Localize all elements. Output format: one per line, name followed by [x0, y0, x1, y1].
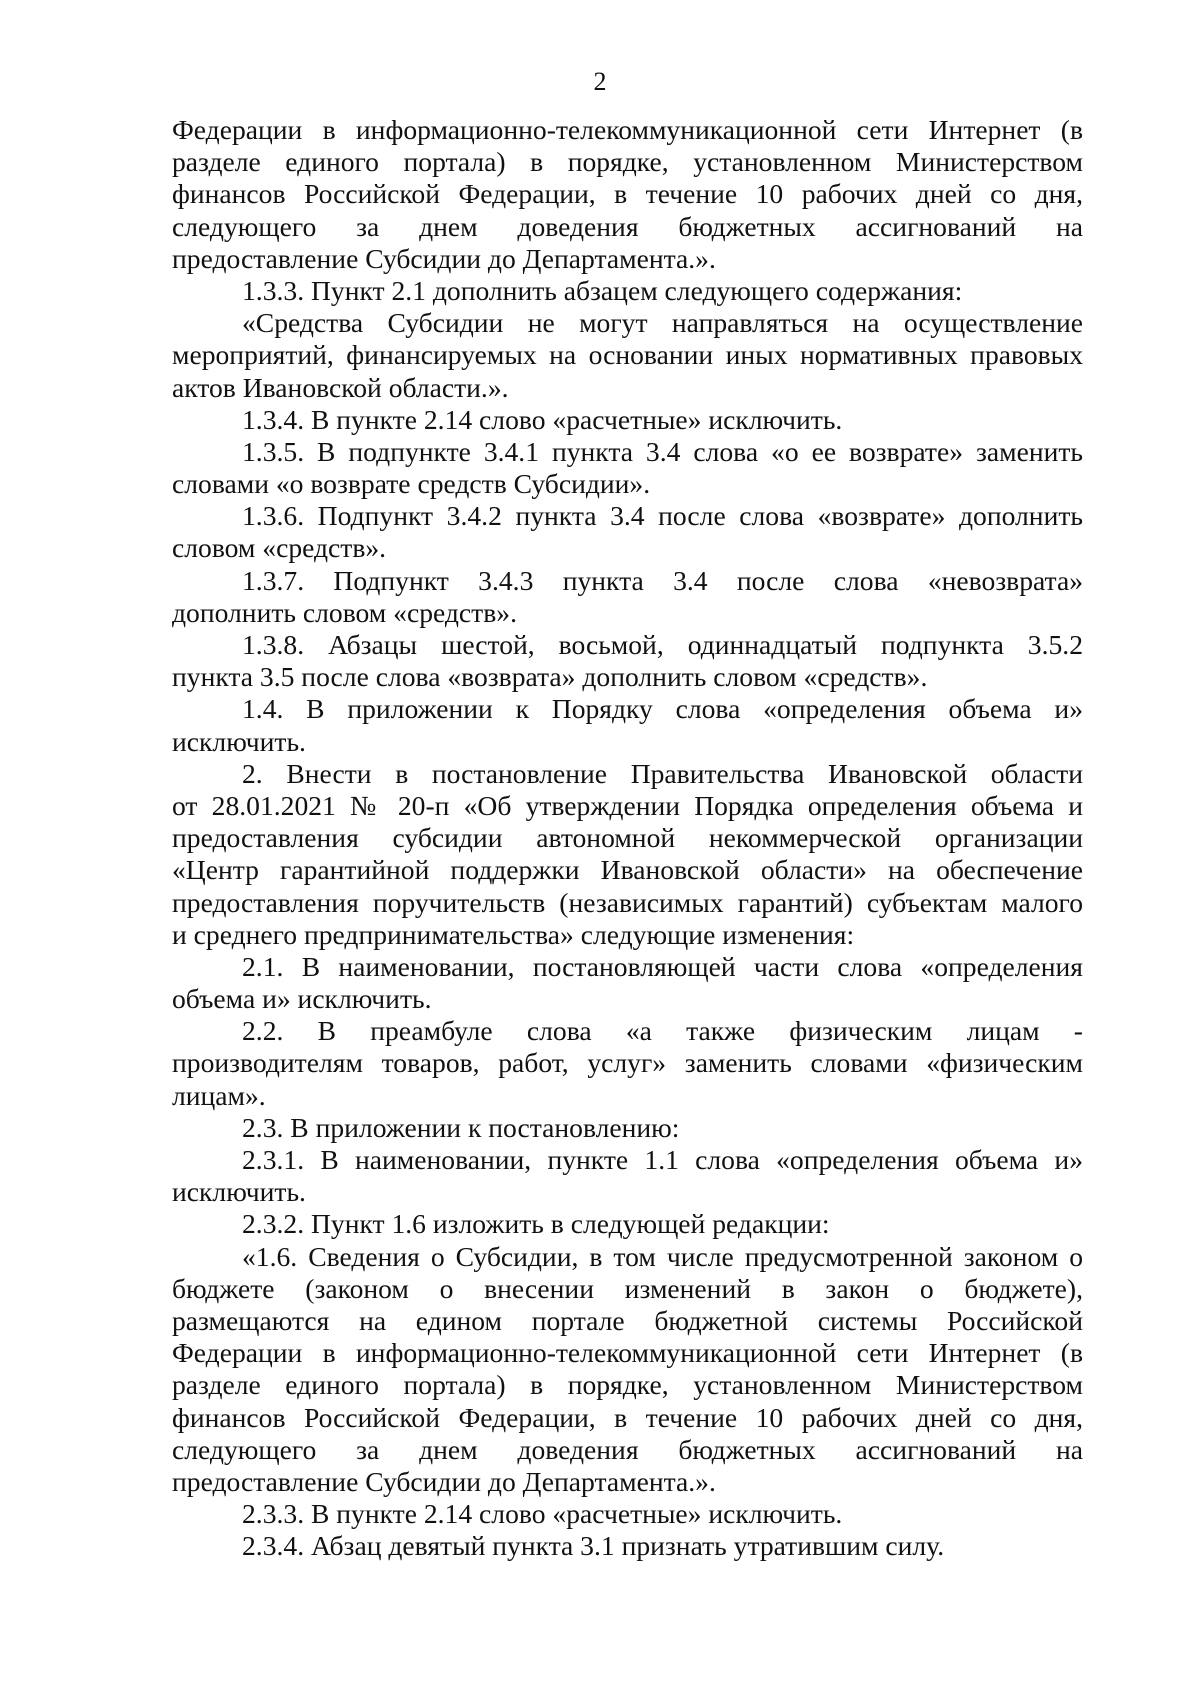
- text-line: «Средства Субсидии не могут направляться на осуществление: [242, 307, 1083, 339]
- paragraph: [172, 275, 1083, 307]
- text-line: 1.3.7. Подпункт 3.4.3 пункта 3.4 после слова «невозврата»: [242, 564, 1083, 596]
- text-line: 2.3.4. Абзац девятый пункта 3.1 признать утратившим силу.: [242, 1530, 945, 1562]
- paragraph: [172, 307, 1083, 404]
- text-line: следующего за днем доведения бюджетных ассигнований на: [172, 1433, 1083, 1465]
- text-line: словами «о возврате средств Субсидии».: [172, 468, 651, 500]
- text-line: исключить.: [172, 725, 306, 757]
- paragraph: [172, 565, 1083, 629]
- document-body: [172, 114, 1083, 1562]
- text-line: 2.3.1. В наименовании, пункте 1.1 слова «определения объема и»: [242, 1144, 1083, 1175]
- paragraph: [172, 951, 1083, 1015]
- paragraph: [172, 404, 1083, 436]
- paragraph: [172, 1241, 1083, 1499]
- paragraph: [172, 1144, 1083, 1208]
- text-line: 1.3.3. Пункт 2.1 дополнить абзацем следующего содержания:: [242, 274, 963, 306]
- text-line: 1.3.8. Абзацы шестой, восьмой, одиннадцатый подпункта 3.5.2: [242, 629, 1083, 660]
- text-line: 2. Внести в постановление Правительства Ивановской области: [242, 757, 1083, 789]
- paragraph: [172, 1498, 1083, 1530]
- text-line: 1.3.6. Подпункт 3.4.2 пункта 3.4 после слова «возврате» дополнить: [242, 500, 1083, 532]
- text-line: размещаются на едином портале бюджетной системы Российской: [172, 1304, 1083, 1336]
- paragraph: [172, 693, 1083, 757]
- text-line: бюджете (законом о внесении изменений в закон о бюджете),: [172, 1272, 1083, 1304]
- text-line: предоставления поручительств (независимых гарантий) субъектам малого: [172, 886, 1083, 918]
- text-line: лицам».: [172, 1079, 266, 1111]
- text-line: 1.4. В приложении к Порядку слова «определения объема и»: [242, 693, 1083, 725]
- text-line: исключить.: [172, 1176, 306, 1208]
- text-line: «Центр гарантийной поддержки Ивановской области» на обеспечение: [172, 854, 1083, 886]
- paragraph: [172, 114, 1083, 275]
- paragraph: [172, 629, 1083, 693]
- text-line: дополнить словом «средств».: [172, 596, 517, 628]
- text-line: и среднего предпринимательства» следующие изменения:: [172, 918, 855, 950]
- text-line: 1.3.5. В подпункте 3.4.1 пункта 3.4 слова «о ее возврате» заменить: [242, 435, 1083, 467]
- text-line: объема и» исключить.: [172, 983, 432, 1015]
- text-line: 2.3. В приложении к постановлению:: [242, 1111, 680, 1143]
- text-line: 2.3.3. В пункте 2.14 слово «расчетные» исключить.: [242, 1498, 843, 1530]
- text-line: 2.1. В наименовании, постановляющей части слова «определения: [242, 950, 1083, 982]
- text-line: финансов Российской Федерации, в течение 10 рабочих дней со дня,: [172, 178, 1083, 210]
- paragraph: [172, 500, 1083, 564]
- text-line: разделе единого портала) в порядке, установленном Министерством: [172, 1369, 1083, 1401]
- paragraph: [172, 1015, 1083, 1112]
- text-line: актов Ивановской области.».: [172, 371, 509, 403]
- text-line: предоставление Субсидии до Департамента.».: [172, 242, 716, 274]
- text-line: «1.6. Сведения о Субсидии, в том числе предусмотренной законом о: [242, 1240, 1083, 1272]
- text-line: предоставления субсидии автономной некоммерческой организации: [172, 822, 1083, 854]
- text-line: 2.2. В преамбуле слова «а также физическим лицам -: [242, 1015, 1083, 1047]
- text-line: производителям товаров, работ, услуг» заменить словами «физическим: [172, 1047, 1083, 1079]
- text-line: словом «средств».: [172, 532, 387, 564]
- paragraph: [172, 1112, 1083, 1144]
- text-line: следующего за днем доведения бюджетных ассигнований на: [172, 210, 1083, 242]
- text-line: Федерации в информационно-телекоммуникационной сети Интернет (в: [172, 114, 1083, 145]
- text-line: разделе единого портала) в порядке, установленном Министерством: [172, 146, 1083, 178]
- paragraph: [172, 1530, 1083, 1562]
- text-line: пункта 3.5 после слова «возврата» дополнить словом «средств».: [172, 661, 928, 693]
- text-line: предоставление Субсидии до Департамента.».: [172, 1465, 716, 1497]
- page-number: 2: [593, 67, 607, 96]
- text-line: финансов Российской Федерации, в течение 10 рабочих дней со дня,: [172, 1401, 1083, 1433]
- text-line: мероприятий, финансируемых на основании иных нормативных правовых: [172, 339, 1083, 371]
- text-line: Федерации в информационно-телекоммуникационной сети Интернет (в: [172, 1337, 1083, 1369]
- text-line: 2.3.2. Пункт 1.6 изложить в следующей редакции:: [242, 1208, 830, 1240]
- text-line: 1.3.4. В пункте 2.14 слово «расчетные» исключить.: [242, 403, 843, 435]
- text-line: от 28.01.2021 № 20-п «Об утверждении Порядка определения объема и: [172, 789, 1083, 821]
- paragraph: [172, 758, 1083, 951]
- paragraph: [172, 1208, 1083, 1240]
- paragraph: [172, 436, 1083, 500]
